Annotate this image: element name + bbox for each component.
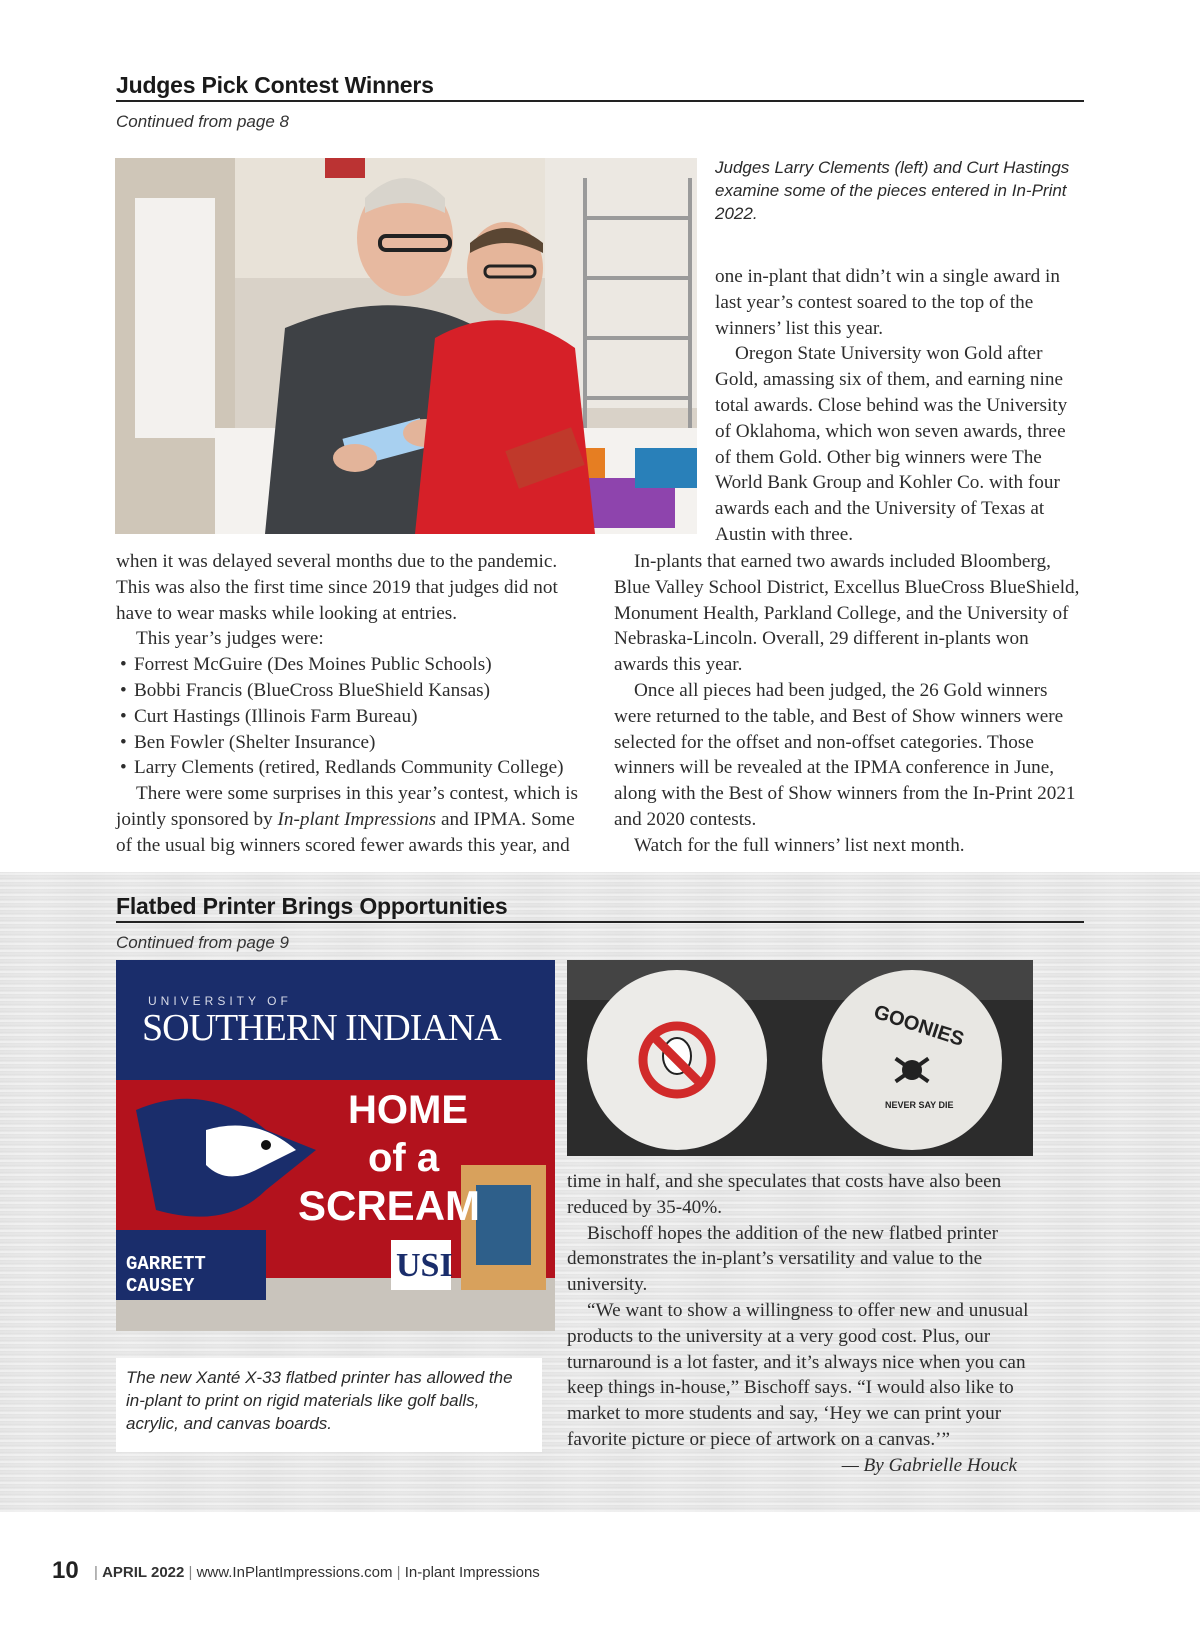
title-rule [116, 100, 1084, 102]
usi-logo: USI [396, 1247, 453, 1284]
list-item: • Curt Hastings (Illinois Farm Bureau) [116, 704, 590, 730]
article-title: Flatbed Printer Brings Opportunities [116, 893, 508, 919]
page-number: 10 [52, 1557, 79, 1584]
paragraph: Oregon State University won Gold after Gold, amassing six of them, and earning nine total awards. Close behind was the University of Oklahoma, which won seven awards, three of them Gold. Other big winners were The World Bank Group and Kohler Co. with four awards each and the University of Texas at Austin with three. [715, 343, 1068, 545]
footer-line: | APRIL 2022 | www.InPlantImpressions.com | In-plant Impressions [94, 1564, 540, 1581]
photo-caption: The new Xanté X-33 flatbed printer has allowed the in-plant to print on rigid materials like golf balls, acrylic, and canvas boards. [126, 1368, 513, 1433]
sign-university-small: UNIVERSITY OF [148, 994, 292, 1008]
paragraph: time in half, and she speculates that costs have also been reduced by 35-40%. [567, 1171, 1002, 1218]
paragraph: Once all pieces had been judged, the 26 Gold winners were returned to the table, and Best of Show winners were selected for the offset and non-offset categories. Those winners will be revealed at the IPMA conference in June, along with the Best of Show winners from the In-Print 2021 and 2020 contests. [614, 679, 1076, 830]
judges-list [116, 652, 590, 781]
continued-note: Continued from page 9 [116, 933, 289, 952]
goonies-tagline: NEVER SAY DIE [885, 1100, 954, 1110]
golf-balls-photo [567, 960, 1033, 1156]
sign-of-a: of a [368, 1136, 440, 1180]
article-title: Judges Pick Contest Winners [116, 72, 434, 98]
right-column-bottom [614, 549, 1086, 859]
paragraph: one in-plant that didn’t win a single award in last year’s contest soared to the top of the winners’ list this year. [715, 266, 1060, 339]
paragraph: Watch for the full winners’ list next month. [634, 834, 965, 856]
list-item: • Ben Fowler (Shelter Insurance) [116, 730, 590, 756]
sign-player-name: GARRETT CAUSEY [126, 1253, 206, 1297]
paragraph: This year’s judges were: [136, 628, 324, 650]
photo-caption: Judges Larry Clements (left) and Curt Hastings examine some of the pieces entered in In-Print 2022. [715, 158, 1070, 223]
title-rule [116, 921, 1084, 923]
byline: — By Gabrielle Houck [841, 1454, 1017, 1476]
sign-university-name: SOUTHERN INDIANA [142, 1007, 501, 1049]
judges-illustration [115, 158, 697, 534]
paragraph: There were some surprises in this year’s contest, which is jointly sponsored by In-plant Impressions and IPMA. Some of the usual big winners scored fewer awards this year, and [116, 783, 578, 856]
footer-issue: APRIL 2022 [102, 1564, 185, 1581]
usi-sign-photo [116, 960, 555, 1331]
list-item: • Bobbi Francis (BlueCross BlueShield Kansas) [116, 678, 590, 704]
footer-site: www.InPlantImpressions.com [196, 1564, 393, 1581]
right-column-top [715, 264, 1085, 548]
paragraph: “We want to show a willingness to offer new and unusual products to the university at a very good cost. Plus, our turnaround is a lot faster, and it’s always nice when you can keep things in-house,” Bischoff says. “I would also like to market to more students and say, ‘Hey we can print your favorite picture or piece of artwork on a canvas.’” [567, 1299, 1029, 1450]
sign-home: HOME [348, 1088, 468, 1132]
article2-column [567, 1169, 1057, 1479]
paragraph: Bischoff hopes the addition of the new flatbed printer demonstrates the in-plant’s versatility and value to the university. [567, 1222, 999, 1296]
paragraph: In-plants that earned two awards included Bloomberg, Blue Valley School District, Excellus BlueCross BlueShield, Monument Health, Parkland College, and the University of Nebraska-Lincoln. Overall, 29 different in-plants won awards this year. [614, 551, 1080, 676]
caption-box [116, 1358, 542, 1452]
list-item: • Forrest McGuire (Des Moines Public Schools) [116, 652, 590, 678]
sign-scream: SCREAM [298, 1182, 481, 1229]
publication-name: In-plant Impressions [277, 808, 437, 830]
goonies-logo: GOONIES [871, 1001, 967, 1051]
judges-photo [115, 158, 697, 534]
footer-publication: In-plant Impressions [404, 1564, 540, 1581]
paragraph: when it was delayed several months due to the pandemic. This was also the first time since 2019 that judges did not have to wear masks while looking at entries. [116, 551, 558, 624]
continued-note: Continued from page 8 [116, 112, 289, 131]
list-item: • Larry Clements (retired, Redlands Community College) [116, 755, 590, 781]
left-column [116, 549, 590, 859]
